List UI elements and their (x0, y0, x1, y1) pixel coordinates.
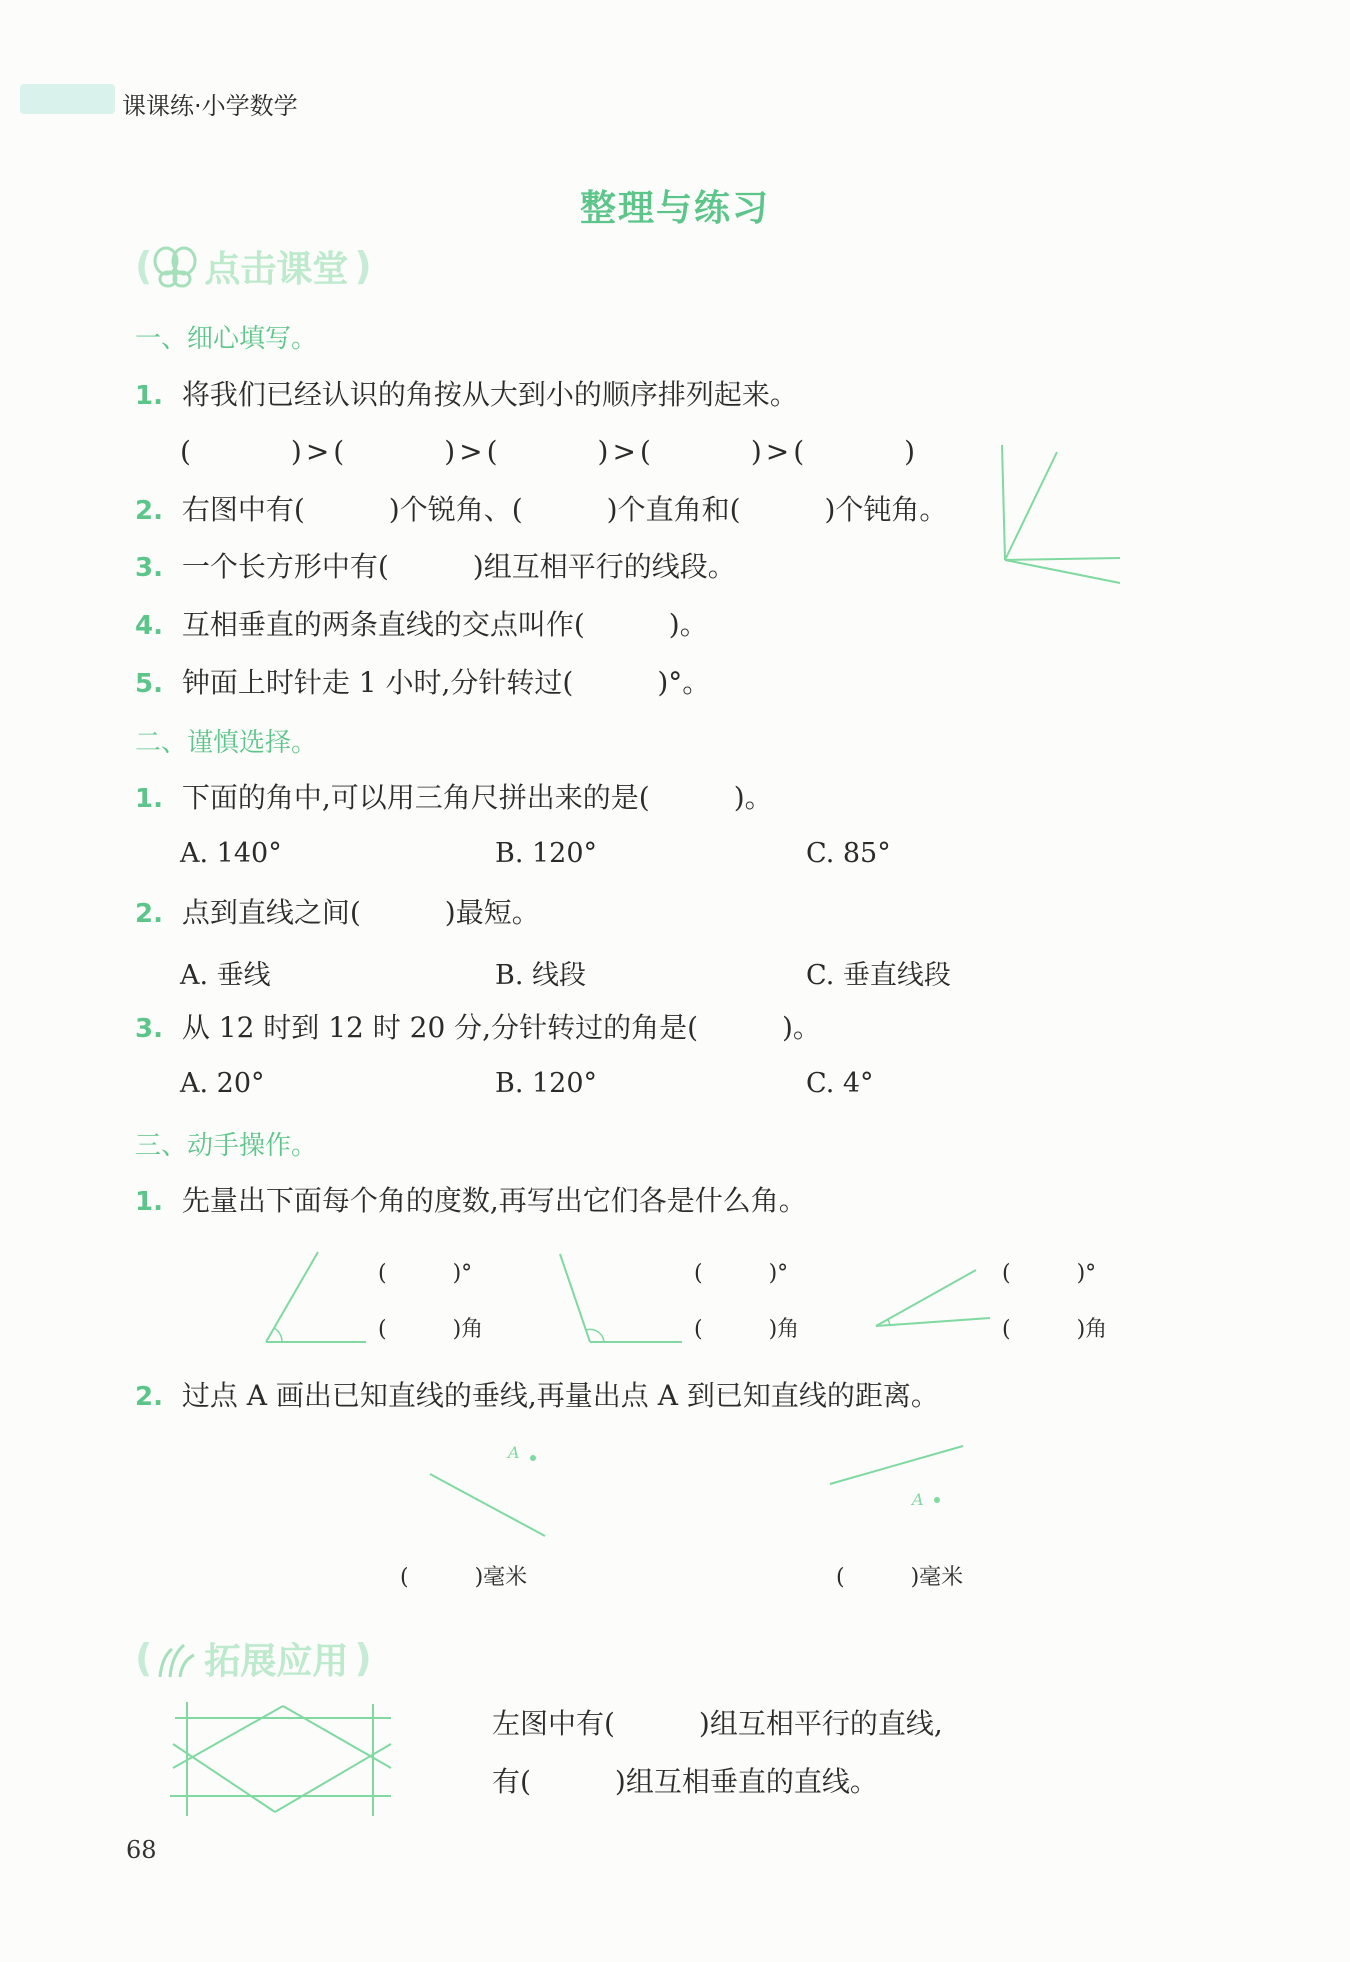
banner-extend-text: 拓展应用 (204, 1640, 349, 1682)
s1-q5-number: 5. (135, 669, 163, 699)
s2-q1-option-c: C. 85° (806, 838, 891, 869)
s3-q2-number: 2. (135, 1382, 163, 1412)
s1-q2 (135, 492, 947, 529)
section3-heading: 三、动手操作。 (135, 1131, 318, 1161)
s3-q1 (135, 1183, 807, 1220)
s1-q3-number: 3. (135, 553, 163, 583)
s1-q3 (135, 549, 736, 586)
s2-q3-number: 3. (135, 1014, 163, 1044)
ray-vertical (1002, 445, 1005, 560)
section1-heading: 一、细心填写。 (135, 324, 318, 354)
s3-q2 (135, 1378, 939, 1415)
s2-q3-option-c: C. 4° (806, 1068, 874, 1099)
angle3-degree-blank: ( )° (1002, 1261, 1097, 1286)
s2-q1-option-a: A. 140° (180, 838, 282, 869)
angle3-type-blank: ( )角 (1002, 1317, 1108, 1342)
banner-extend (135, 1630, 372, 1686)
point-a-label-2: A (912, 1490, 924, 1509)
s2-q3-option-a: A. 20° (180, 1068, 265, 1099)
s2-q2-text: 点到直线之间( )最短。 (181, 896, 540, 929)
s3-q1-text: 先量出下面每个角的度数,再写出它们各是什么角。 (181, 1184, 807, 1217)
distance2-blank: ( )毫米 (836, 1565, 964, 1590)
s2-q1-text: 下面的角中,可以用三角尺拼出来的是( )。 (181, 781, 773, 814)
series-title: 课课练·小学数学 (122, 92, 298, 120)
line-figure-1 (425, 1440, 555, 1540)
banner-bracket-left: ( (135, 244, 153, 288)
angle-figure-2 (556, 1250, 686, 1350)
page-number: 68 (126, 1836, 157, 1864)
banner-click-class-text: 点击课堂 (204, 248, 349, 290)
s2-q2-option-a: A. 垂线 (180, 960, 271, 991)
s1-q2-number: 2. (135, 496, 163, 526)
s1-q1-number: 1. (135, 381, 163, 411)
ray-steep (1005, 452, 1057, 560)
s2-q2 (135, 895, 540, 932)
s2-q2-number: 2. (135, 899, 163, 929)
s2-q3-text: 从 12 时到 12 时 20 分,分针转过的角是( )。 (181, 1011, 821, 1044)
grass-icon (152, 1635, 198, 1681)
s1-q1-answer-row: ( )>( )>( )>( )>( ) (180, 435, 920, 468)
s2-q1-option-b: B. 120° (495, 838, 598, 869)
header-band (20, 84, 115, 114)
s1-q4-number: 4. (135, 611, 163, 641)
line-figure-2 (825, 1440, 975, 1520)
banner-bracket-right: ) (354, 244, 372, 288)
s1-q5-text: 钟面上时针走 1 小时,分针转过( )°。 (181, 666, 711, 699)
angle-figure-1 (262, 1248, 372, 1348)
angle-figure-3 (872, 1266, 998, 1332)
ray-low (1005, 560, 1120, 583)
s2-q1 (135, 780, 773, 817)
s1-q1 (135, 377, 798, 414)
angle2-degree-blank: ( )° (694, 1261, 789, 1286)
section2-heading: 二、谨慎选择。 (135, 728, 318, 758)
angle1-degree-blank: ( )° (378, 1261, 473, 1286)
butterfly-icon (152, 243, 198, 289)
ray-horizontal (1005, 558, 1120, 560)
s3-q2-text: 过点 A 画出已知直线的垂线,再量出点 A 到已知直线的距离。 (181, 1379, 939, 1412)
s1-q4 (135, 607, 708, 644)
s2-q3-option-b: B. 120° (495, 1068, 598, 1099)
s2-q2-option-b: B. 线段 (495, 960, 587, 991)
extend-line-2: 有( )组互相垂直的直线。 (492, 1765, 878, 1798)
angle1-type-blank: ( )角 (378, 1317, 484, 1342)
banner-click-class (135, 238, 372, 294)
page-title: 整理与练习 (579, 188, 770, 229)
point-a-label-1: A (508, 1443, 520, 1462)
s2-q2-option-c: C. 垂直线段 (806, 960, 951, 991)
s1-q4-text: 互相垂直的两条直线的交点叫作( )。 (181, 608, 708, 641)
rays-figure (995, 440, 1125, 590)
distance1-blank: ( )毫米 (400, 1565, 528, 1590)
s1-q2-text: 右图中有( )个锐角、( )个直角和( )个钝角。 (181, 493, 948, 526)
extend-line-1: 左图中有( )组互相平行的直线, (492, 1707, 943, 1740)
s1-q3-text: 一个长方形中有( )组互相平行的线段。 (181, 550, 736, 583)
lines-grid-figure (165, 1700, 395, 1820)
s1-q1-text: 将我们已经认识的角按从大到小的顺序排列起来。 (181, 378, 798, 411)
s2-q1-number: 1. (135, 784, 163, 814)
angle2-type-blank: ( )角 (694, 1317, 800, 1342)
s3-q1-number: 1. (135, 1187, 163, 1217)
s2-q3 (135, 1010, 821, 1047)
banner-bracket-left-2: ( (135, 1636, 153, 1680)
banner-bracket-right-2: ) (354, 1636, 372, 1680)
s1-q5 (135, 665, 710, 702)
